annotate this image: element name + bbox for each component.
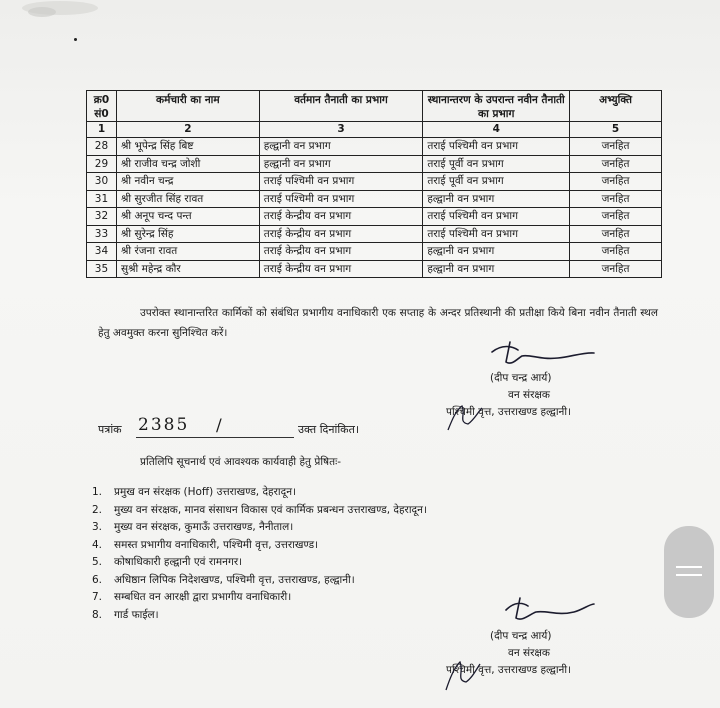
reference-dated: उक्त दिनांकित। <box>298 423 360 436</box>
reference-underline <box>136 437 294 438</box>
cell-name: श्री नवीन चन्द्र <box>116 173 259 191</box>
cell-name: श्री राजीव चन्द्र जोशी <box>116 155 259 173</box>
scan-speck <box>74 38 77 41</box>
signatory-name: (दीप चन्द्र आर्य) <box>490 630 552 642</box>
cell-name: श्री सुरजीत सिंह रावत <box>116 190 259 208</box>
initial-scribble <box>442 400 488 436</box>
cell-remark: जनहित <box>570 190 662 208</box>
initial-scribble-2 <box>440 656 486 696</box>
cell-remark: जनहित <box>570 173 662 191</box>
cell-sno: 28 <box>87 138 117 156</box>
cell-new: तराई पूर्वी वन प्रभाग <box>423 155 570 173</box>
cell-name: श्री भूपेन्द्र सिंह बिष्ट <box>116 138 259 156</box>
handle-grip-line <box>676 566 702 568</box>
cell-sno: 34 <box>87 243 117 261</box>
col-number: 2 <box>116 122 259 138</box>
cell-current: तराई केन्द्रीय वन प्रभाग <box>259 208 423 226</box>
cell-remark: जनहित <box>570 155 662 173</box>
column-number-row <box>87 122 662 138</box>
transfer-table <box>86 90 662 278</box>
cell-sno: 35 <box>87 260 117 278</box>
cell-remark: जनहित <box>570 208 662 226</box>
table-row <box>87 190 662 208</box>
header-new-division: स्थानान्तरण के उपरान्त नवीन तैनाती का प्रभाग <box>423 91 570 122</box>
header-remark: अभ्युक्ति <box>570 91 662 122</box>
table-row <box>87 225 662 243</box>
cell-sno: 33 <box>87 225 117 243</box>
list-item: 7. सम्बधित वन आरक्षी द्वारा प्रभागीय वनाधिकारी। <box>92 591 292 603</box>
reference-slash: / <box>216 416 222 436</box>
cell-current: तराई केन्द्रीय वन प्रभाग <box>259 243 423 261</box>
cell-new: हल्द्वानी वन प्रभाग <box>423 243 570 261</box>
cell-name: सुश्री महेन्द्र कौर <box>116 260 259 278</box>
cell-remark: जनहित <box>570 260 662 278</box>
cell-sno: 29 <box>87 155 117 173</box>
cell-new: हल्द्वानी वन प्रभाग <box>423 190 570 208</box>
cell-current: तराई केन्द्रीय वन प्रभाग <box>259 260 423 278</box>
cell-name: श्री रंजना रावत <box>116 243 259 261</box>
table-row <box>87 173 662 191</box>
table-row <box>87 155 662 173</box>
col-number: 1 <box>87 122 117 138</box>
cell-name: श्री सुरेन्द्र सिंह <box>116 225 259 243</box>
table-row <box>87 208 662 226</box>
header-employee-name: कर्मचारी का नाम <box>116 91 259 122</box>
table-row <box>87 243 662 261</box>
reference-number: 2385 <box>138 415 190 435</box>
copy-list <box>92 484 427 624</box>
cell-current: तराई केन्द्रीय वन प्रभाग <box>259 225 423 243</box>
cell-remark: जनहित <box>570 243 662 261</box>
cell-name: श्री अनूप चन्द पन्त <box>116 208 259 226</box>
col-number: 3 <box>259 122 423 138</box>
table-row <box>87 260 662 278</box>
cell-current: तराई पश्चिमी वन प्रभाग <box>259 173 423 191</box>
signatory-designation: वन संरक्षक <box>508 647 550 659</box>
list-item: 3. मुख्य वन संरक्षक, कुमाऊँ उत्तराखण्ड, नैनीताल। <box>92 521 294 533</box>
signatory-designation: वन संरक्षक <box>508 389 550 401</box>
list-item: 4. समस्त प्रभागीय वनाधिकारी, पश्चिमी वृत्त, उत्तराखण्ड। <box>92 538 319 551</box>
cell-new: तराई पूर्वी वन प्रभाग <box>423 173 570 191</box>
list-item: 8. गार्ड फाईल। <box>92 608 159 621</box>
list-item: 5. कोषाधिकारी हल्द्वानी एवं रामनगर। <box>92 556 243 568</box>
col-number: 5 <box>570 122 662 138</box>
cell-remark: जनहित <box>570 225 662 243</box>
list-item: 1. प्रमुख वन संरक्षक (Hoff) उत्तराखण्ड, देहरादून। <box>92 486 297 498</box>
signature-block <box>490 370 551 404</box>
cell-sno: 30 <box>87 173 117 191</box>
signatory-office: पश्चिमी वृत्त, उत्तराखण्ड हल्द्वानी। <box>446 664 572 676</box>
list-item: 6. अधिष्ठान लिपिक निदेशखण्ड, पश्चिमी वृत्त, उत्तराखण्ड, हल्द्वानी। <box>92 573 355 586</box>
table-header-row <box>87 91 662 122</box>
cell-new: तराई पश्चिमी वन प्रभाग <box>423 138 570 156</box>
handle-grip-line <box>676 574 702 576</box>
cell-new: तराई पश्चिमी वन प्रभाग <box>423 208 570 226</box>
cell-new: तराई पश्चिमी वन प्रभाग <box>423 225 570 243</box>
header-sno: क्र0 सं0 <box>87 91 117 122</box>
table-row <box>87 138 662 156</box>
handwritten-signature-2 <box>500 592 596 628</box>
reference-line <box>98 415 398 440</box>
cell-current: हल्द्वानी वन प्रभाग <box>259 155 423 173</box>
header-current-division: वर्तमान तैनाती का प्रभाग <box>259 91 423 122</box>
reference-label: पत्रांक <box>98 423 122 436</box>
cell-sno: 32 <box>87 208 117 226</box>
signatory-name: (दीप चन्द्र आर्य) <box>490 372 552 384</box>
copy-heading: प्रतिलिपि सूचनार्थ एवं आवश्यक कार्यवाही हेतु प्रेषितः- <box>140 456 342 468</box>
col-number: 4 <box>423 122 570 138</box>
list-item: 2. मुख्य वन संरक्षक, मानव संसाधन विकास एवं कार्मिक प्रबन्धन उत्तराखण्ड, देहरादून। <box>92 503 427 516</box>
cell-new: हल्द्वानी वन प्रभाग <box>423 260 570 278</box>
cell-remark: जनहित <box>570 138 662 156</box>
scan-smudge <box>20 0 110 22</box>
scroll-handle[interactable] <box>664 526 714 618</box>
handwritten-signature <box>488 338 598 372</box>
instruction-paragraph: उपरोक्त स्थानान्तरित कार्मिकों को संबंधित प्रभागीय वनाधिकारी एक सप्ताह के अन्दर प्रतिस्थानी की प्रतीक्षा किये बिना नवीन तैनाती स्थल हेतु अवमुक्त करना सुनिश्चित करें। <box>98 306 658 339</box>
cell-current: तराई पश्चिमी वन प्रभाग <box>259 190 423 208</box>
signature-block-2 <box>490 628 551 662</box>
signatory-office: पश्चिमी वृत्त, उत्तराखण्ड हल्द्वानी। <box>446 406 572 418</box>
cell-sno: 31 <box>87 190 117 208</box>
cell-current: हल्द्वानी वन प्रभाग <box>259 138 423 156</box>
